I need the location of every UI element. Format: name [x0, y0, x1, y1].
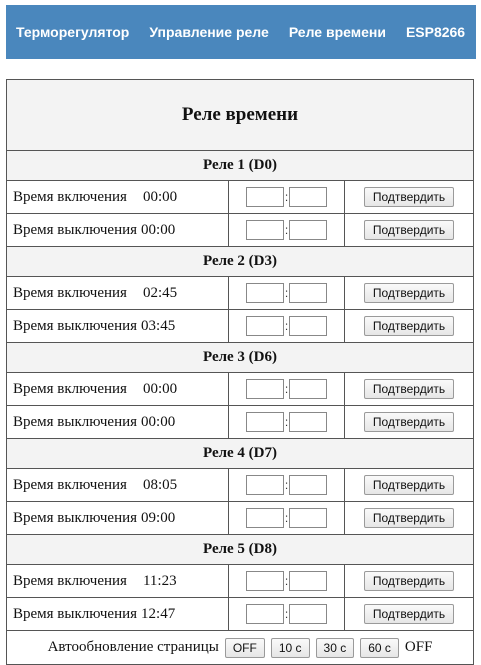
minutes-input[interactable] [289, 283, 327, 303]
hours-input[interactable] [246, 316, 284, 336]
confirm-cell [345, 214, 473, 246]
relay-header: Реле 4 (D7) [7, 439, 473, 469]
relay-on-row [7, 469, 473, 502]
relay-on-row [7, 181, 473, 214]
time-label: Время включения [13, 476, 127, 493]
hours-input[interactable] [246, 475, 284, 495]
time-relay-panel [6, 79, 474, 665]
autoupdate-10s-button[interactable]: 10 c [271, 638, 310, 658]
minutes-input[interactable] [289, 220, 327, 240]
confirm-button[interactable]: Подтвердить [364, 283, 454, 303]
confirm-cell [345, 181, 473, 213]
hours-input[interactable] [246, 412, 284, 432]
time-label-cell [7, 373, 229, 405]
time-label: Время включения [13, 380, 127, 397]
relay-off-row [7, 310, 473, 343]
page-title: Реле времени [7, 80, 473, 151]
time-label-cell [7, 598, 229, 630]
time-label: Время выключения [13, 509, 138, 526]
time-separator: : [284, 319, 289, 333]
current-time-value: 00:00 [141, 221, 176, 238]
nav-item-time-relay[interactable]: Реле времени [288, 24, 386, 40]
time-label: Время включения [13, 188, 127, 205]
current-time-value: 00:00 [141, 413, 176, 430]
current-time-value: 00:00 [142, 188, 178, 205]
confirm-cell [345, 373, 473, 405]
time-label-cell [7, 469, 229, 501]
nav-item-relay-control[interactable]: Управление реле [149, 24, 269, 40]
confirm-cell [345, 277, 473, 309]
relay-on-row [7, 373, 473, 406]
confirm-button[interactable]: Подтвердить [364, 475, 454, 495]
time-separator: : [284, 478, 289, 492]
time-separator: : [284, 286, 289, 300]
current-time-value: 08:05 [142, 476, 178, 493]
current-time-value: 09:00 [141, 509, 176, 526]
hours-input[interactable] [246, 571, 284, 591]
time-label-cell [7, 277, 229, 309]
time-label: Время выключения [13, 221, 138, 238]
relay-header: Реле 3 (D6) [7, 343, 473, 373]
nav-item-thermostat[interactable]: Терморегулятор [16, 24, 130, 40]
autoupdate-state: OFF [404, 639, 433, 655]
time-label: Время выключения [13, 605, 138, 622]
autoupdate-60s-button[interactable]: 60 c [360, 638, 399, 658]
hours-input[interactable] [246, 508, 284, 528]
relay-header: Реле 5 (D8) [7, 535, 473, 565]
time-separator: : [284, 190, 289, 204]
time-label-cell [7, 502, 229, 534]
time-label-cell [7, 565, 229, 597]
confirm-button[interactable]: Подтвердить [364, 604, 454, 624]
minutes-input[interactable] [289, 571, 327, 591]
confirm-cell [345, 310, 473, 342]
time-input-cell [229, 502, 345, 534]
minutes-input[interactable] [289, 316, 327, 336]
autoupdate-off-button[interactable]: OFF [225, 638, 265, 658]
minutes-input[interactable] [289, 412, 327, 432]
time-separator: : [284, 382, 289, 396]
time-label-cell [7, 406, 229, 438]
time-input-cell [229, 406, 345, 438]
relay-off-row [7, 598, 473, 631]
time-label: Время выключения [13, 413, 138, 430]
relay-on-row [7, 565, 473, 598]
minutes-input[interactable] [289, 475, 327, 495]
hours-input[interactable] [246, 187, 284, 207]
time-label: Время включения [13, 572, 127, 589]
time-separator: : [284, 511, 289, 525]
minutes-input[interactable] [289, 604, 327, 624]
time-separator: : [284, 574, 289, 588]
top-navigation [6, 5, 476, 59]
time-label-cell [7, 310, 229, 342]
minutes-input[interactable] [289, 379, 327, 399]
autoupdate-30s-button[interactable]: 30 c [316, 638, 355, 658]
autoupdate-bar [7, 631, 473, 665]
time-separator: : [284, 223, 289, 237]
time-label: Время выключения [13, 317, 138, 334]
time-input-cell [229, 310, 345, 342]
hours-input[interactable] [246, 379, 284, 399]
confirm-button[interactable]: Подтвердить [364, 571, 454, 591]
relay-list [7, 151, 473, 631]
time-input-cell [229, 214, 345, 246]
relay-on-row [7, 277, 473, 310]
time-label-cell [7, 214, 229, 246]
hours-input[interactable] [246, 604, 284, 624]
time-separator: : [284, 415, 289, 429]
time-input-cell [229, 598, 345, 630]
relay-header: Реле 2 (D3) [7, 247, 473, 277]
current-time-value: 00:00 [142, 380, 178, 397]
current-time-value: 03:45 [141, 317, 176, 334]
confirm-cell [345, 469, 473, 501]
current-time-value: 02:45 [142, 284, 178, 301]
current-time-value: 12:47 [141, 605, 176, 622]
time-input-cell [229, 373, 345, 405]
minutes-input[interactable] [289, 508, 327, 528]
confirm-button[interactable]: Подтвердить [364, 220, 454, 240]
confirm-button[interactable]: Подтвердить [364, 379, 454, 399]
confirm-cell [345, 406, 473, 438]
time-label: Время включения [13, 284, 127, 301]
minutes-input[interactable] [289, 187, 327, 207]
nav-item-esp8266[interactable]: ESP8266 [405, 24, 466, 40]
time-input-cell [229, 277, 345, 309]
relay-header: Реле 1 (D0) [7, 151, 473, 181]
confirm-button[interactable]: Подтвердить [364, 412, 454, 432]
relay-off-row [7, 214, 473, 247]
autoupdate-label: Автообновление страницы [47, 639, 219, 655]
time-input-cell [229, 469, 345, 501]
confirm-button[interactable]: Подтвердить [364, 187, 454, 207]
hours-input[interactable] [246, 220, 284, 240]
time-input-cell [229, 565, 345, 597]
time-label-cell [7, 181, 229, 213]
confirm-button[interactable]: Подтвердить [364, 316, 454, 336]
time-separator: : [284, 607, 289, 621]
current-time-value: 11:23 [142, 572, 177, 589]
confirm-cell [345, 565, 473, 597]
hours-input[interactable] [246, 283, 284, 303]
confirm-cell [345, 598, 473, 630]
time-input-cell [229, 181, 345, 213]
confirm-button[interactable]: Подтвердить [364, 508, 454, 528]
relay-off-row [7, 406, 473, 439]
relay-off-row [7, 502, 473, 535]
confirm-cell [345, 502, 473, 534]
